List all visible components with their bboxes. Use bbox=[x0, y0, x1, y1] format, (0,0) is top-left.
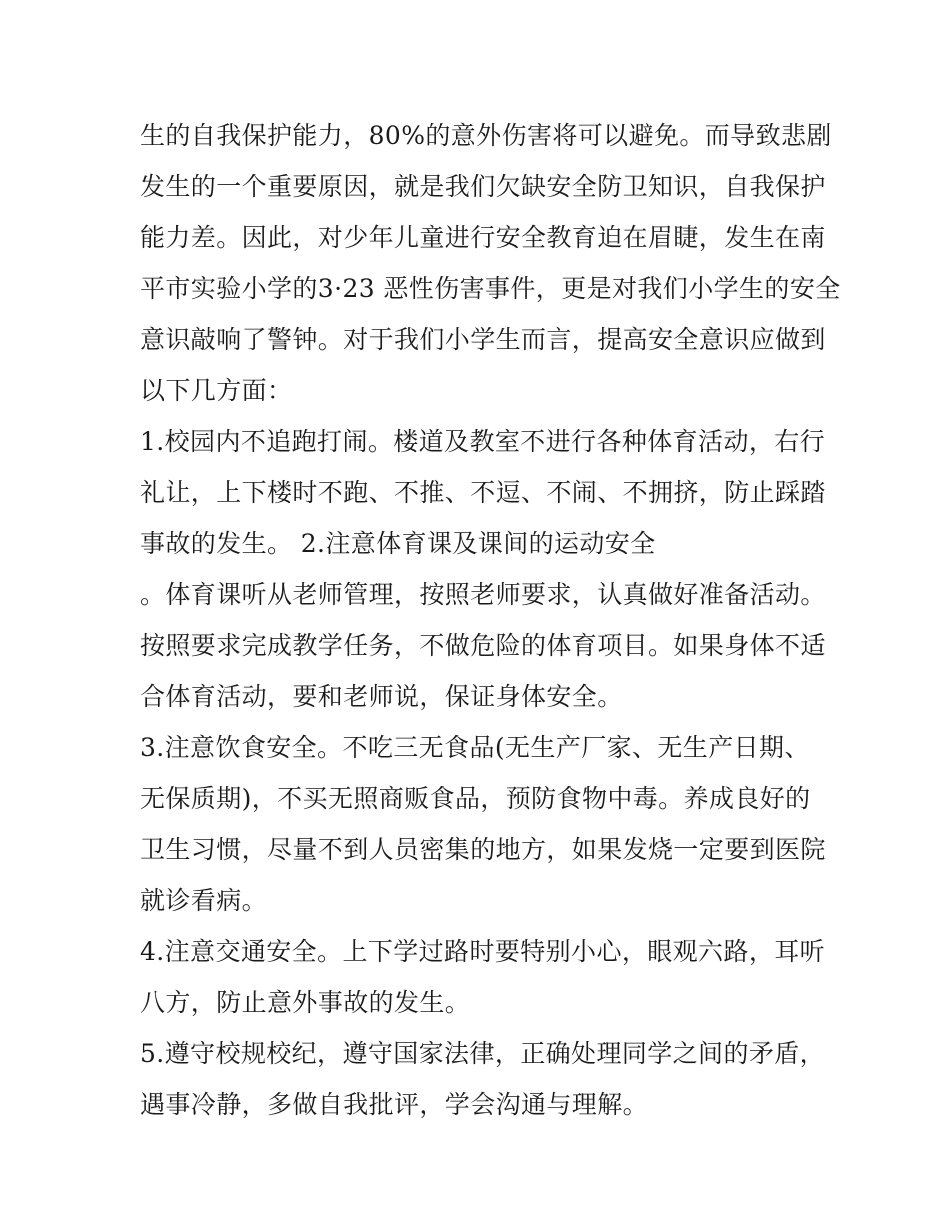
text-line: 事故的发生。 2.注意体育课及课间的运动安全 bbox=[140, 529, 656, 558]
text-line: 礼让，上下楼时不跑、不推、不逗、不闹、不拥挤，防止踩踏 bbox=[140, 478, 826, 507]
text-line: 合体育活动，要和老师说，保证身体安全。 bbox=[140, 682, 623, 711]
text-line: 以下几方面： bbox=[140, 376, 293, 405]
document-body bbox=[140, 110, 841, 1130]
text-line: 平市实验小学的3·23 恶性伤害事件，更是对我们小学生的安全 bbox=[140, 274, 841, 303]
list-item-1-line: 1.校园内不追跑打闹。楼道及教室不进行各种体育活动，右行 bbox=[140, 427, 826, 456]
list-item-5-line: 5.遵守校规校纪，遵守国家法律，正确处理同学之间的矛盾， bbox=[140, 1039, 826, 1068]
text-line: 遇事冷静，多做自我批评，学会沟通与理解。 bbox=[140, 1090, 649, 1119]
text-line: 就诊看病。 bbox=[140, 886, 268, 915]
text-line: 无保质期)，不买无照商贩食品，预防食物中毒。养成良好的 bbox=[140, 784, 811, 813]
text-line: 八方，防止意外事故的发生。 bbox=[140, 988, 471, 1017]
text-line: 能力差。因此，对少年儿童进行安全教育迫在眉睫，发生在南 bbox=[140, 223, 826, 252]
list-item-4-line: 4.注意交通安全。上下学过路时要特别小心，眼观六路，耳听 bbox=[140, 937, 826, 966]
text-line: 发生的一个重要原因，就是我们欠缺安全防卫知识，自我保护 bbox=[140, 172, 826, 201]
text-line: 意识敲响了警钟。对于我们小学生而言，提高安全意识应做到 bbox=[140, 325, 826, 354]
text-line: 。体育课听从老师管理，按照老师要求，认真做好准备活动。 bbox=[140, 580, 826, 609]
text-line: 卫生习惯，尽量不到人员密集的地方，如果发烧一定要到医院 bbox=[140, 835, 826, 864]
text-line: 按照要求完成教学任务，不做危险的体育项目。如果身体不适 bbox=[140, 631, 826, 660]
text-line: 生的自我保护能力，80%的意外伤害将可以避免。而导致悲剧 bbox=[140, 121, 832, 150]
list-item-3-line: 3.注意饮食安全。不吃三无食品(无生产厂家、无生产日期、 bbox=[140, 733, 810, 762]
